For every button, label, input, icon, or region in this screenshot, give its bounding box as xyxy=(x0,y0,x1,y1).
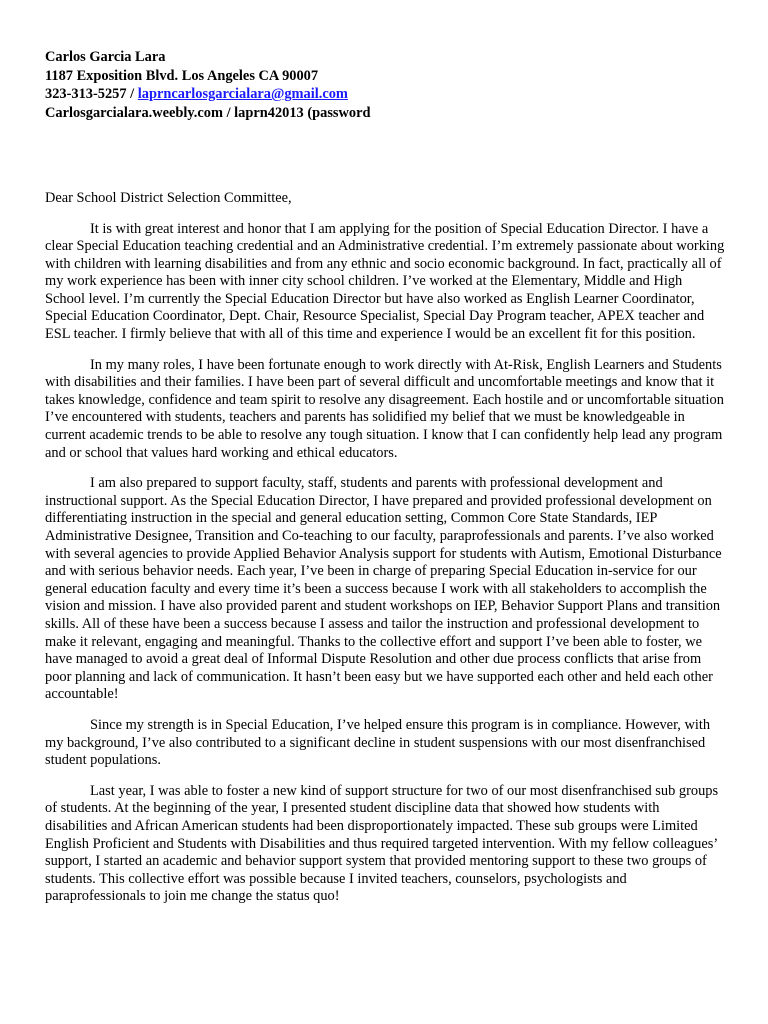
website-line: Carlosgarcialara.weebly.com / laprn42013 (password xyxy=(45,104,371,121)
letter-header xyxy=(45,48,725,122)
sender-name: Carlos Garcia Lara xyxy=(45,49,166,65)
paragraph-support-structure: Last year, I was able to foster a new kind of support structure for two of our most disenfranchised sub groups of students. At the beginning of the year, I presented student discipline data that showed how students with disabilities and African American students had been disproportionately impacted. These sub groups were Limited English Proficient and Students with Disabilities and thus required targeted intervention. With my fellow colleagues’ support, I started an academic and behavior support system that provided mentoring support to these two groups of students. This collective effort was possible because I invited teachers, counselors, psychologists and paraprofessionals to join me change the status quo! xyxy=(45,782,719,905)
paragraph-intro: It is with great interest and honor that I am applying for the position of Special Education Director. I have a clear Special Education teaching credential and an Administrative credential. I’m extremely passionate about working with children with learning disabilities and from any ethnic and socio economic background. In fact, practically all of my work experience has been with inner city school children. I’ve worked at the Elementary, Middle and High School level. I’m currently the Special Education Director but have also worked as English Learner Coordinator, Special Education Coordinator, Dept. Chair, Resource Specialist, Special Day Program teacher, APEX teacher and ESL teacher. I firmly believe that with all of this time and experience I would be an excellent fit for this position. xyxy=(45,220,725,343)
sender-address: 1187 Exposition Blvd. Los Angeles CA 90007 xyxy=(45,67,319,84)
contact-line xyxy=(45,85,725,104)
paragraph-professional-development: I am also prepared to support faculty, staff, students and parents with professional development and instructional support. As the Special Education Director, I have prepared and provided professional development on differentiating instruction in the special and general education setting, Common Core State Standards, IEP Administrative Designee, Transition and Co-teaching to our faculty, paraprofessionals and parents. I’ve also worked with several agencies to provide Applied Behavior Analysis support for students with Autism, Emotional Disturbance and with serious behavior needs. Each year, I’ve been in charge of preparing Special Education in-service for our general education faculty and every time it’s been a success because I work with all stakeholders to accomplish the vision and mission. I have also provided parent and student workshops on IEP, Behavior Support Plans and transition skills. All of these have been a success because I assess and tailor the instruction and professional development to make it relevant, engaging and meaningful. Thanks to the collective effort and support I’ve been able to foster, we have managed to avoid a great deal of Informal Dispute Resolution and other due process conflicts that arise from poor planning and lack of communication. It hasn’t been easy but we have supported each other and held each other accountable! xyxy=(45,475,722,703)
paragraph-roles: In my many roles, I have been fortunate enough to work directly with At-Risk, English Learners and Students with disabilities and their families. I have been part of several difficult and uncomfortable meetings and know that it takes knowledge, confidence and team spirit to resolve any disagreement. Each hostile and or uncomfortable situation I’ve encountered with students, teachers and parents has solidified my belief that we must be knowledgeable in current academic trends to be able to resolve any tough situation. I know that I can confidently help lead any program and or school that values hard working and ethical educators. xyxy=(45,356,724,461)
sender-phone: 323-313-5257 xyxy=(45,86,127,102)
contact-separator: / xyxy=(126,86,138,102)
salutation: Dear School District Selection Committee, xyxy=(45,190,292,206)
cover-letter xyxy=(45,48,725,906)
email-link[interactable]: laprncarlosgarcialara@gmail.com xyxy=(137,86,348,102)
paragraph-compliance: Since my strength is in Special Education, I’ve helped ensure this program is in compliance. However, with my background, I’ve also contributed to a significant decline in student suspensions with our most disenfranchised student populations. xyxy=(45,716,711,769)
